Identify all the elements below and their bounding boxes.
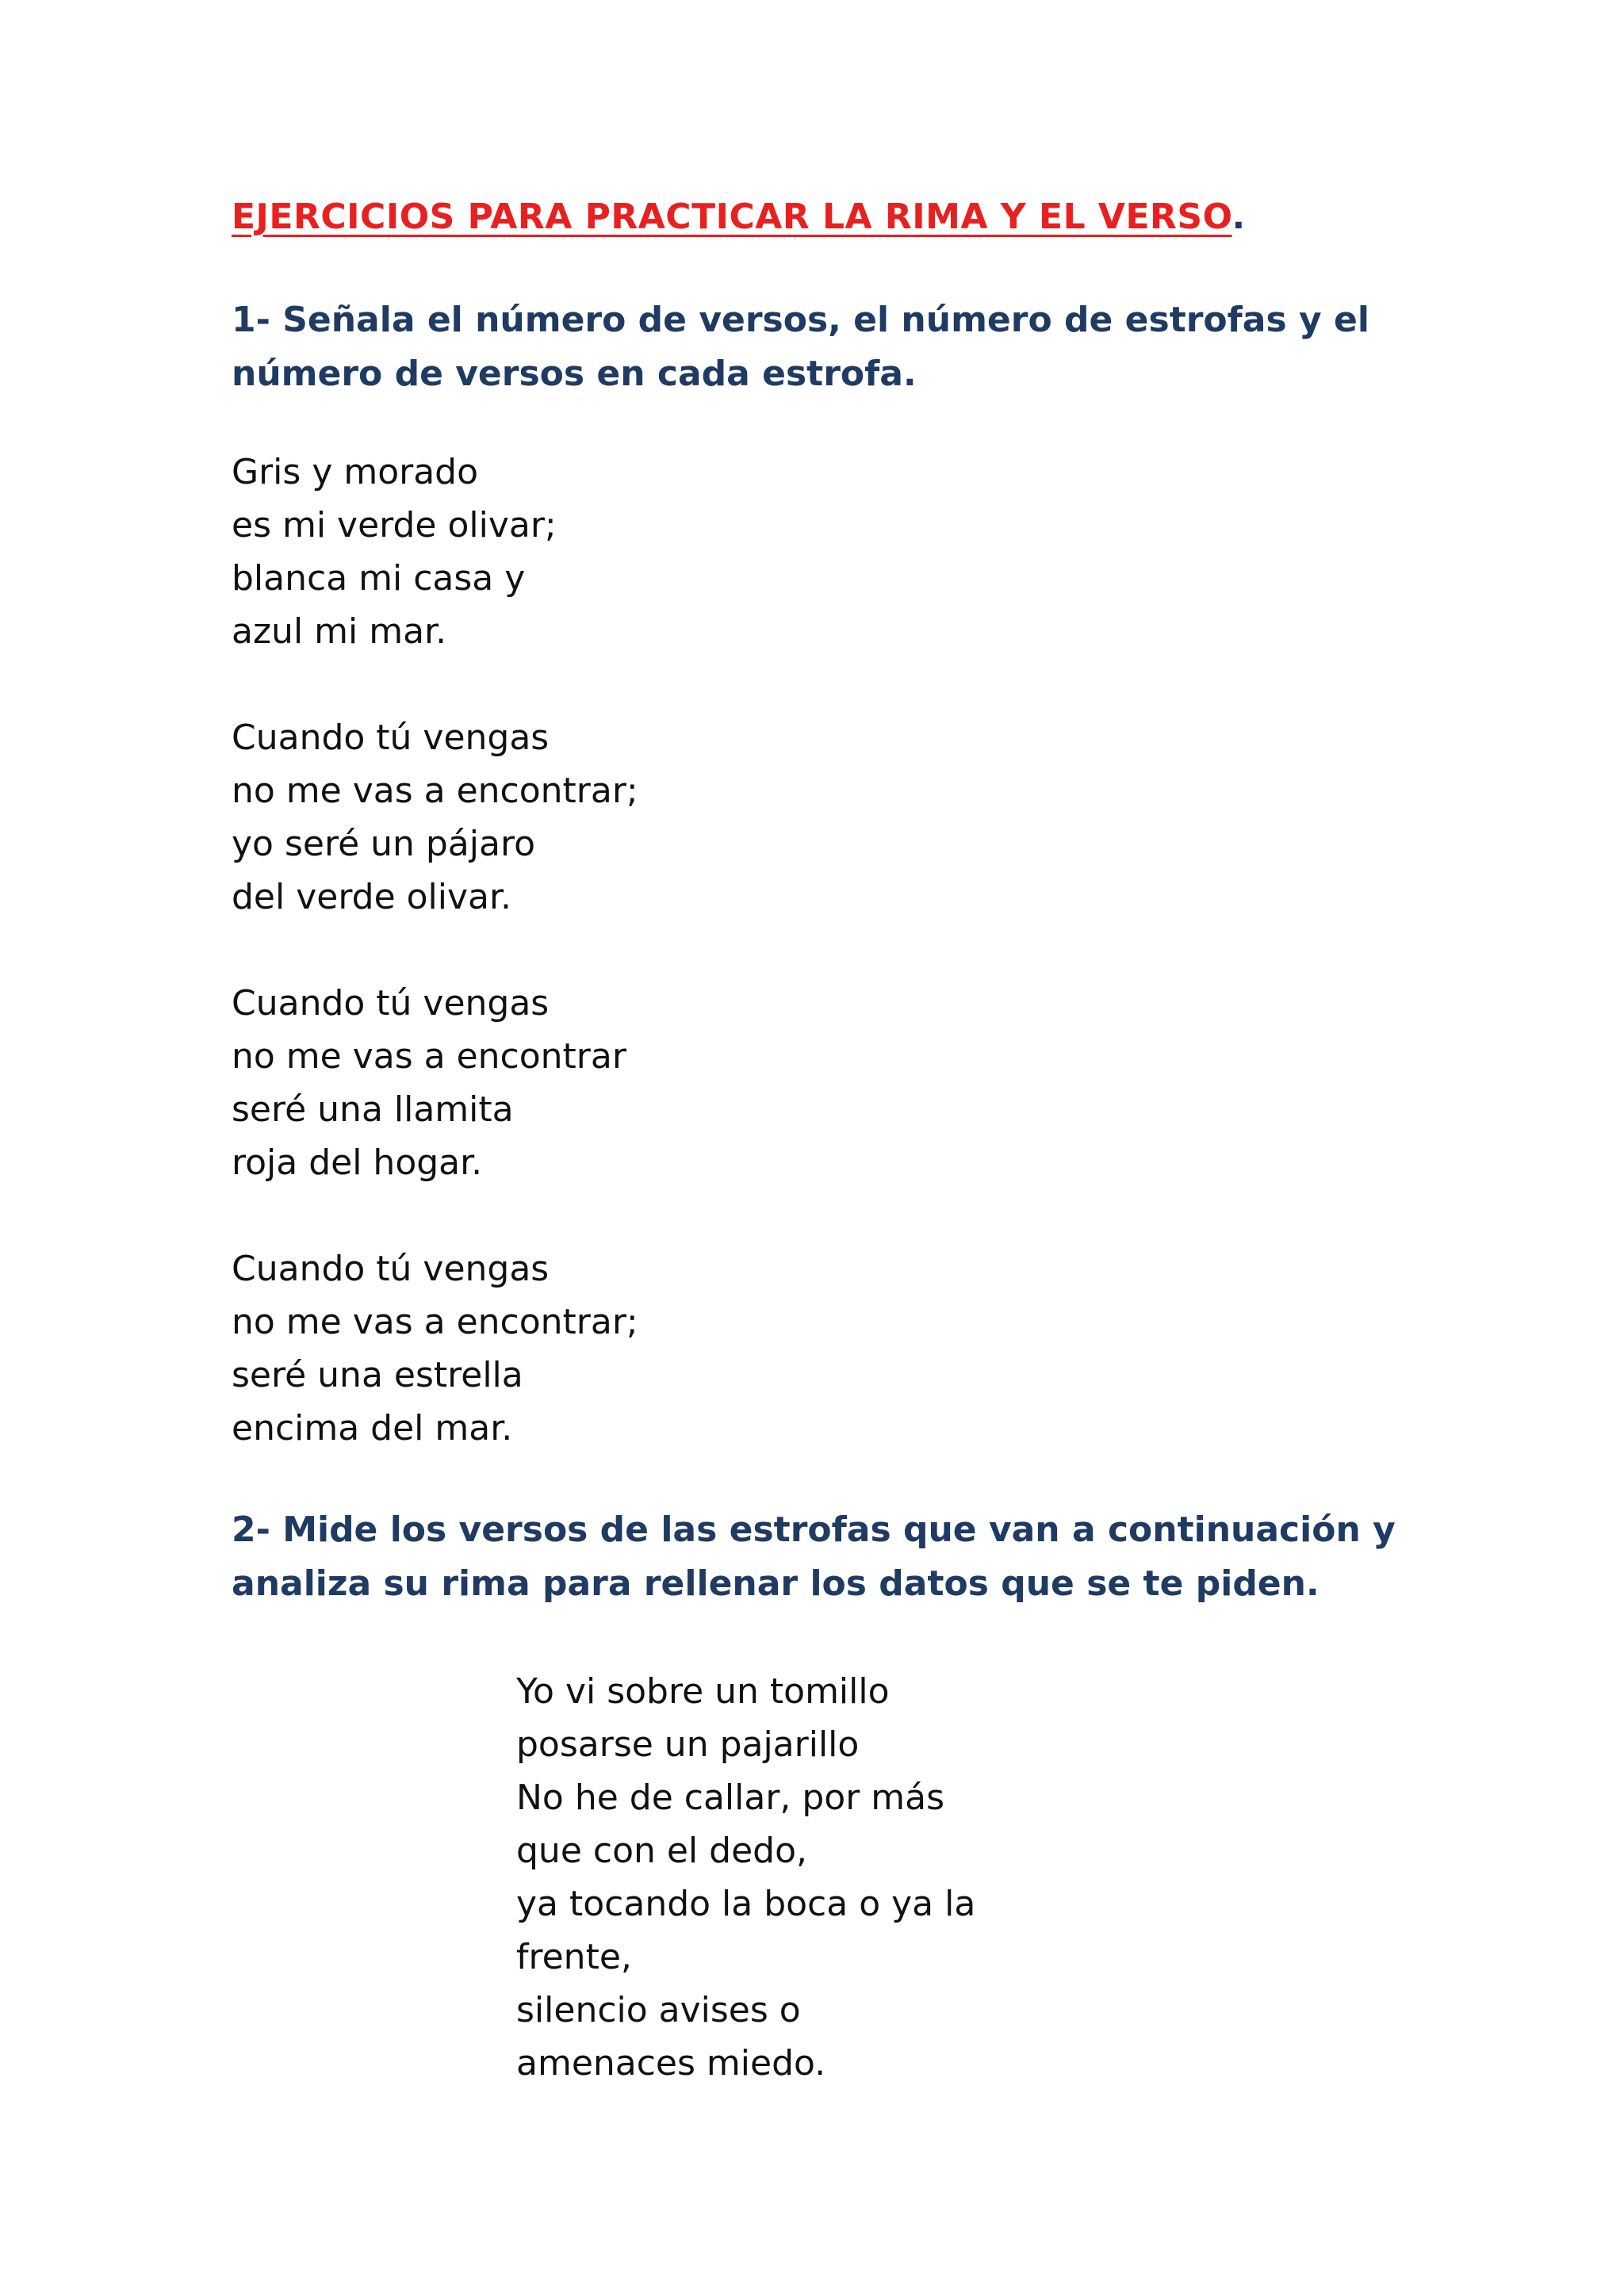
- verse-line: no me vas a encontrar: [232, 1036, 626, 1077]
- verse-line: azul mi mar.: [232, 611, 447, 652]
- verse-line: no me vas a encontrar;: [232, 1302, 638, 1342]
- verse-line: Cuando tú vengas: [232, 983, 550, 1024]
- exercise-2-instructions: [232, 1503, 1396, 1611]
- verse-line: No he de callar, por más: [516, 1777, 945, 1818]
- poem-1-stanza-3: [232, 977, 626, 1189]
- poem-1-stanza-4: [232, 1242, 638, 1455]
- verse-line: seré una estrella: [232, 1355, 523, 1395]
- verse-line: roja del hogar.: [232, 1142, 483, 1183]
- title-text: EJERCICIOS PARA PRACTICAR LA RIMA Y EL VERSO: [232, 197, 1232, 237]
- page-title: [232, 197, 1246, 237]
- verse-line: silencio avises o: [516, 1990, 801, 2030]
- poem-1-stanza-1: [232, 446, 557, 658]
- verse-line: del verde olivar.: [232, 877, 512, 917]
- verse-line: es mi verde olivar;: [232, 505, 557, 545]
- verse-line: encima del mar.: [232, 1408, 513, 1448]
- verse-line: no me vas a encontrar;: [232, 771, 638, 811]
- exercise-2-line: analiza su rima para rellenar los datos que se te piden.: [232, 1563, 1320, 1604]
- exercise-1-line: número de versos en cada estrofa.: [232, 354, 917, 394]
- verse-line: Cuando tú vengas: [232, 718, 550, 758]
- verse-line: blanca mi casa y: [232, 558, 526, 599]
- verse-line: amenaces miedo.: [516, 2043, 826, 2084]
- verse-line: Gris y morado: [232, 452, 479, 492]
- exercise-1-line: 1- Señala el número de versos, el número de estrofas y el: [232, 300, 1369, 340]
- poem-2: [516, 1665, 975, 2090]
- verse-line: ya tocando la boca o ya la: [516, 1884, 976, 1924]
- verse-line: que con el dedo,: [516, 1831, 807, 1871]
- verse-line: Cuando tú vengas: [232, 1249, 550, 1289]
- verse-line: frente,: [516, 1937, 632, 1977]
- verse-line: yo seré un pájaro: [232, 824, 536, 864]
- verse-line: Yo vi sobre un tomillo: [516, 1671, 890, 1712]
- verse-line: seré una llamita: [232, 1089, 514, 1130]
- verse-line: posarse un pajarillo: [516, 1724, 860, 1765]
- poem-1-stanza-2: [232, 711, 638, 924]
- title-period: .: [1231, 197, 1246, 237]
- exercise-1-instructions: [232, 293, 1381, 401]
- exercise-2-line: 2- Mide los versos de las estrofas que van a continuación y: [232, 1510, 1396, 1550]
